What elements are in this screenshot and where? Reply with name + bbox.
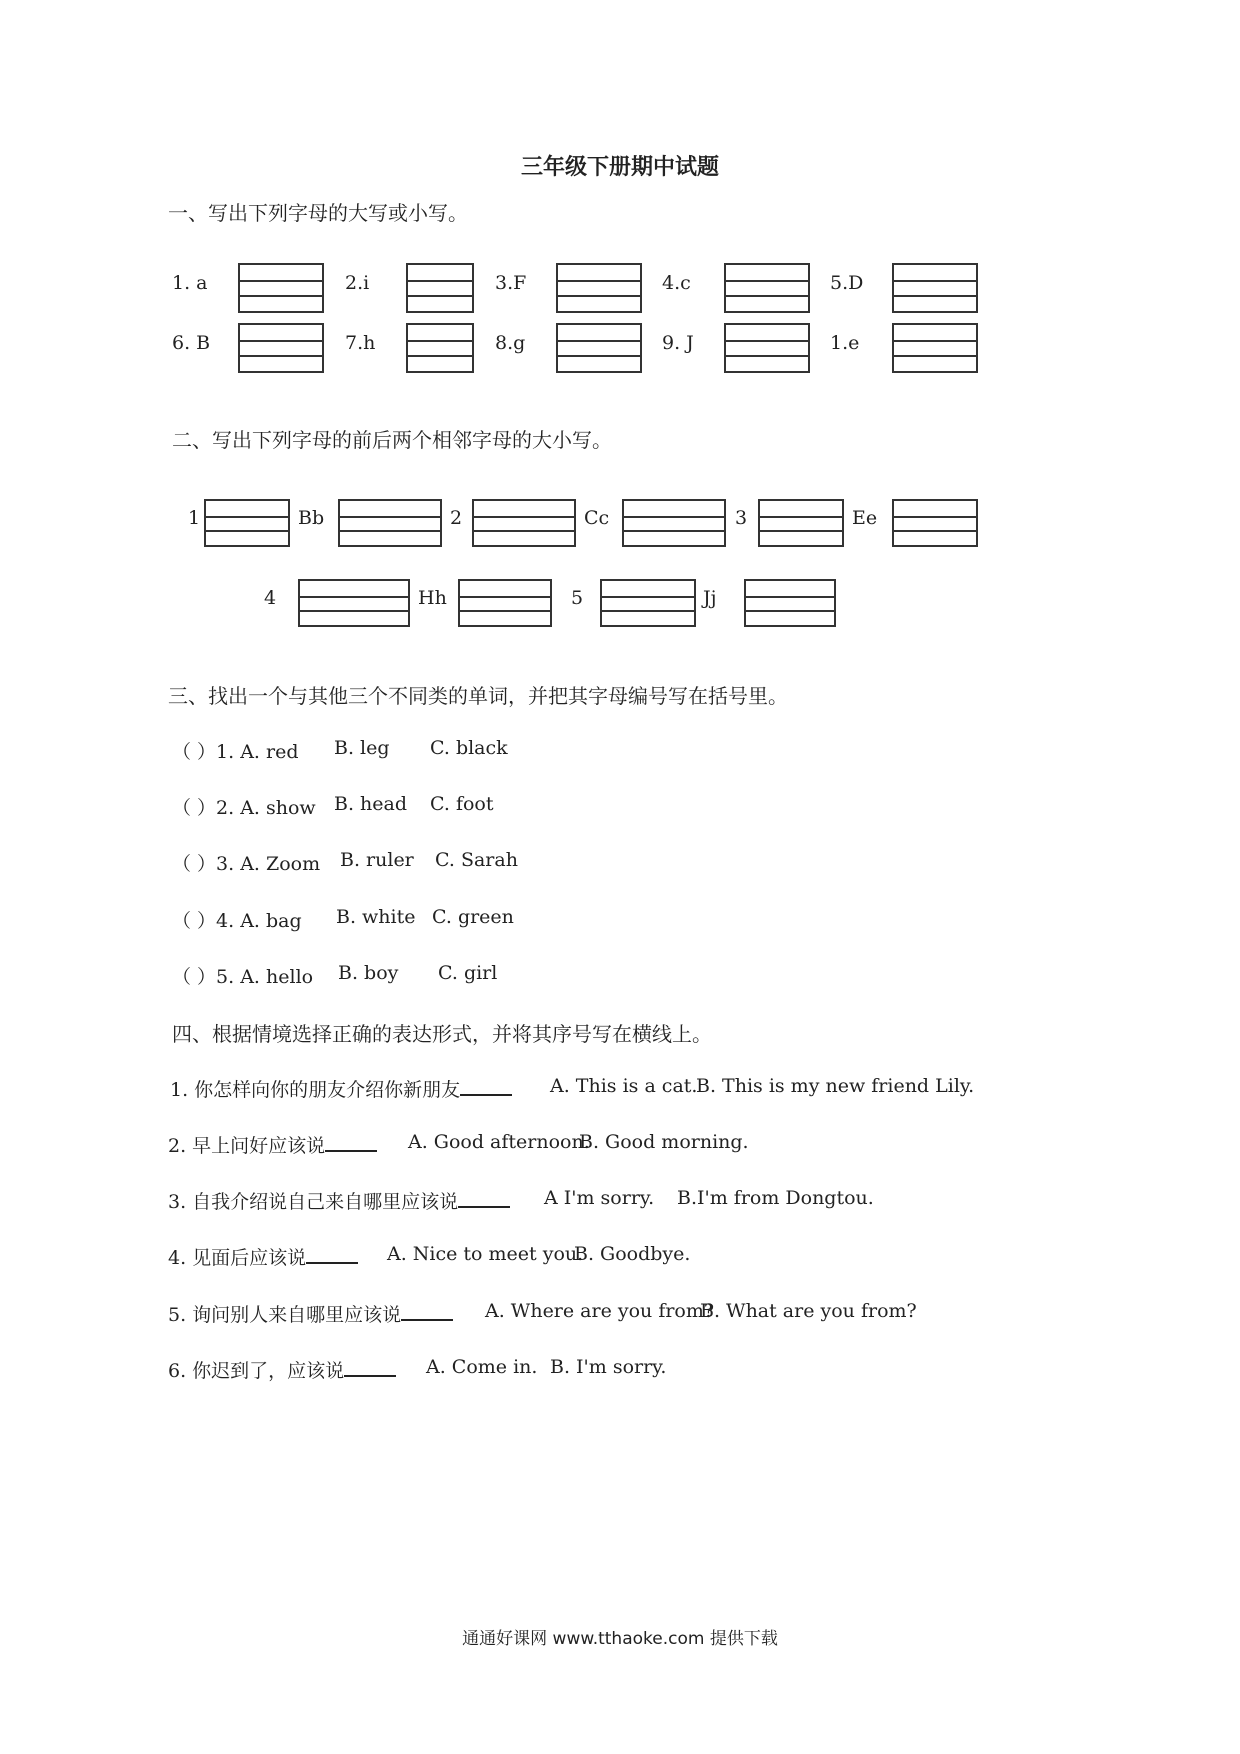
writing-box[interactable] [556,263,642,313]
letter-item: 4.c [662,272,691,294]
question-text: 2. 早上问好应该说 [168,1131,377,1158]
option-c: C. green [432,906,514,928]
writing-box[interactable] [472,499,576,547]
writing-box[interactable] [298,579,410,627]
writing-box[interactable] [892,499,978,547]
question-prompt: （ ）5. A. hello [172,966,314,988]
answer-blank[interactable] [460,1076,512,1096]
group-number: 1 [188,507,201,529]
letter-item: 2.i [345,272,370,294]
option-b: B. ruler [340,849,414,871]
option-c: C. Sarah [435,849,518,871]
option-c: C. girl [438,962,498,984]
letter-pair: Ee [852,507,878,529]
option-a: A I'm sorry. [544,1187,655,1209]
section1-heading: 一、写出下列字母的大写或小写。 [168,201,468,225]
writing-box[interactable] [758,499,844,547]
writing-box[interactable] [338,499,442,547]
letter-item: 6. B [172,332,211,354]
option-a: A. Nice to meet you. [387,1243,584,1265]
option-c: C. foot [430,793,494,815]
group-number: 3 [735,507,748,529]
group-number: 4 [264,587,277,609]
letter-item: 1.e [830,332,860,354]
writing-box[interactable] [204,499,290,547]
answer-blank[interactable] [458,1188,510,1208]
writing-box[interactable] [458,579,552,627]
section3-heading: 三、找出一个与其他三个不同类的单词，并把其字母编号写在括号里。 [168,684,788,708]
answer-blank[interactable] [325,1132,377,1152]
option-b: B. white [336,906,416,928]
option-a: A. Come in. [426,1356,538,1378]
letter-item: 7.h [345,332,376,354]
option-a: A. This is a cat. [550,1075,698,1097]
writing-box[interactable] [724,323,810,373]
writing-box[interactable] [622,499,726,547]
letter-item: 1. a [172,272,208,294]
option-a: A. Where are you from? [485,1300,715,1322]
option-b: B.I'm from Dongtou. [677,1187,874,1209]
group-number: 5 [571,587,584,609]
letter-pair: Hh [418,587,447,609]
question-prompt: （ ）4. A. bag [172,910,302,932]
option-b: B. head [334,793,408,815]
option-b: B. Good morning. [579,1131,749,1153]
writing-box[interactable] [406,263,474,313]
section4-heading: 四、根据情境选择正确的表达形式，并将其序号写在横线上。 [172,1022,712,1046]
question-prompt: （ ）2. A. show [172,797,316,819]
writing-box[interactable] [600,579,696,627]
writing-box[interactable] [238,323,324,373]
question-text: 3. 自我介绍说自己来自哪里应该说 [168,1187,510,1214]
option-b: B. boy [338,962,399,984]
question-prompt: （ ）1. A. red [172,741,299,763]
letter-pair: Jj [703,587,717,609]
option-a: A. Good afternoon. [408,1131,590,1153]
question-text: 4. 见面后应该说 [168,1243,358,1270]
question-text: 1. 你怎样向你的朋友介绍你新朋友 [170,1075,512,1102]
footer-credit: 通通好课网 www.tthaoke.com 提供下载 [462,1629,778,1649]
writing-box[interactable] [406,323,474,373]
answer-blank[interactable] [306,1244,358,1264]
letter-item: 9. J [662,332,694,354]
option-b: B. What are you from? [700,1300,917,1322]
letter-item: 8.g [495,332,526,354]
letter-pair: Bb [298,507,325,529]
letter-pair: Cc [584,507,610,529]
question-prompt: （ ）3. A. Zoom [172,853,321,875]
letter-item: 3.F [495,272,527,294]
letter-item: 5.D [830,272,864,294]
option-b: B. I'm sorry. [550,1356,667,1378]
option-b: B. leg [334,737,390,759]
writing-box[interactable] [556,323,642,373]
section2-heading: 二、写出下列字母的前后两个相邻字母的大小写。 [172,428,612,452]
writing-box[interactable] [724,263,810,313]
writing-box[interactable] [892,323,978,373]
writing-box[interactable] [744,579,836,627]
option-b: B. This is my new friend Lily. [696,1075,975,1097]
question-text: 5. 询问别人来自哪里应该说 [168,1300,453,1327]
answer-blank[interactable] [344,1357,396,1377]
page-title: 三年级下册期中试题 [520,155,719,180]
answer-blank[interactable] [401,1301,453,1321]
option-c: C. black [430,737,508,759]
writing-box[interactable] [238,263,324,313]
group-number: 2 [450,507,463,529]
option-b: B. Goodbye. [574,1243,691,1265]
writing-box[interactable] [892,263,978,313]
question-text: 6. 你迟到了，应该说 [168,1356,396,1383]
